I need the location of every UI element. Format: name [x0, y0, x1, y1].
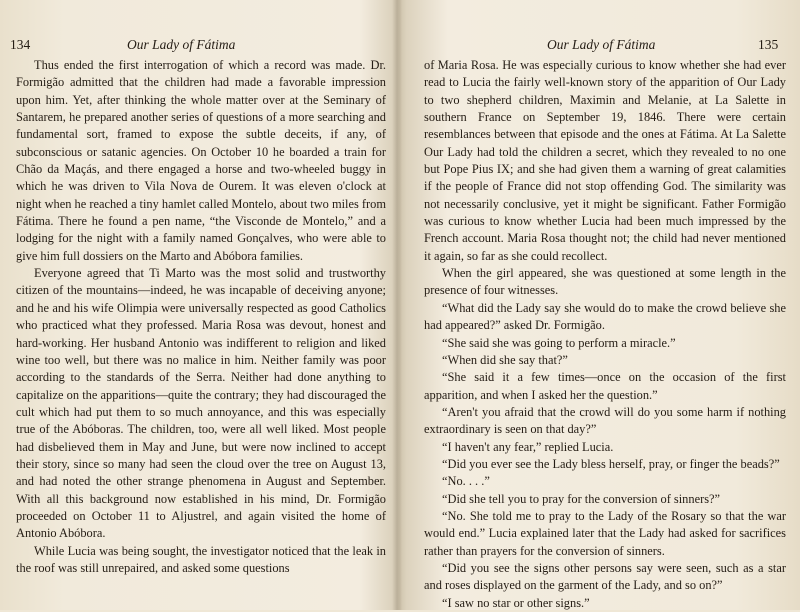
left-page-number: 134 — [10, 37, 31, 52]
dialogue-line: “I saw no star or other signs.” — [442, 595, 590, 610]
paragraph: Thus ended the first interrogation of which a record was made. Dr. Formigão admitted that the children had made a favorable impression upon him. Yet, after thinking the whole matter over at the Seminary of Santarem, he prepared another series of questions of a more searching and fundamental sort, framed to expose the subtle deceits, if any, of subconscious or satanic agencies. On October 10 he boarded a train for Chão da Maçás, and there engaged a horse and two-wheeled buggy in which he was driven to Vila Nova de Ourem. It was eleven o'clock at night when he reached a tiny hamlet called Montelo, about two miles from Fátima. There he found a pen name, “the Visconde de Montelo,” and a lodging for the night with a family named Gonçalves, who were able to give him full dossiers on the Marto and Abóbora families. — [16, 58, 386, 263]
dialogue-line: “When did she say that?” — [442, 352, 568, 367]
paragraph: Everyone agreed that Ti Marto was the most solid and trustworthy citizen of the mountains—indeed, he was incapable of deceiving anyone; and he and his wife Olimpia were universally respected as good Catholics who practiced what they professed. Maria Rosa was devout, honest and hard-working. Her husband Antonio was indifferent to religion and liked wine too well, but there was no malice in him. Neither family was poor according to the standards of the Serra. Neither had done anything to capitalize on the apparitions—quite the contrary; they had discouraged the cult which had put them to so much annoyance, and this was especially true of the Abóboras. The children, too, were all well liked. Most people had disbelieved them in May and June, but were now inclined to accept their story, since so many had seen the cloud over the tree on August 13, and had noted the other strange phenomena in August and September. With all this background now established in his mind, Dr. Formigão proceeded on October 11 to Aljustrel, and again visited the home of Antonio Abóbora. — [16, 266, 386, 541]
paragraph: While Lucia was being sought, the investigator noticed that the leak in the roof was still unrepaired, and asked some questions — [16, 543, 386, 575]
continued-paragraph: of Maria Rosa. He was especially curious to know whether she had ever read to Lucia the fairly well-known story of the apparition of Our Lady to two shepherd children, Maximin and Melanie, at La Salette in southern France on September 19, 1846. There were certain resemblances between that episode and the ones at Fátima. At La Salette Our Lady had told the children a secret, which they revealed to no one but Pope Pius IX; and she had given them a warning of great calamities if the people of France did not stop offending God. The similarity was not necessarily conclusive, yet it might be significant. Father Formigão was curious to know whether Lucia had been much impressed by the French account. Maria Rosa thought not; the child had never mentioned it again, so far as she could recollect. — [424, 58, 786, 263]
right-page — [405, 0, 800, 610]
dialogue-line: “She said she was going to perform a miracle.” — [442, 335, 676, 350]
dialogue-line: “Did she tell you to pray for the conversion of sinners?” — [442, 491, 721, 506]
dialogue-line: “Aren't you afraid that the crowd will do you some harm if nothing extraordinary is seen on that day?” — [424, 404, 786, 437]
dialogue-line: “She said it a few times—once on the occasion of the first apparition, and when I asked her the question.” — [424, 370, 786, 402]
left-running-head: Our Lady of Fátima — [127, 37, 236, 52]
dialogue-line: “Did you see the signs other persons say were seen, such as a star and roses displayed on the garment of the Lady, and so on?” — [424, 560, 786, 593]
dialogue-line: “No. She told me to pray to the Lady of the Rosary so that the war would end.” Lucia explained later that the Lady had asked for sacrifices rather than prayers for the conversion of sinners. — [424, 508, 786, 558]
paragraph: When the girl appeared, she was questioned at some length in the presence of four witnesses. — [424, 266, 786, 298]
dialogue-line: “No. . . .” — [442, 474, 490, 489]
right-page-header — [405, 37, 800, 55]
dialogue-line: “What did the Lady say she would do to make the crowd believe she had appeared?” asked Dr. Formigão. — [424, 300, 786, 333]
left-page — [0, 0, 395, 610]
dialogue-line: “I haven't any fear,” replied Lucia. — [442, 439, 614, 454]
right-page-number: 135 — [758, 37, 779, 52]
dialogue-line: “Did you ever see the Lady bless herself, pray, or finger the beads?” — [442, 456, 780, 471]
right-running-head: Our Lady of Fátima — [547, 37, 656, 52]
left-page-body — [16, 57, 386, 577]
right-page-body — [424, 57, 786, 612]
left-page-header — [0, 37, 395, 55]
